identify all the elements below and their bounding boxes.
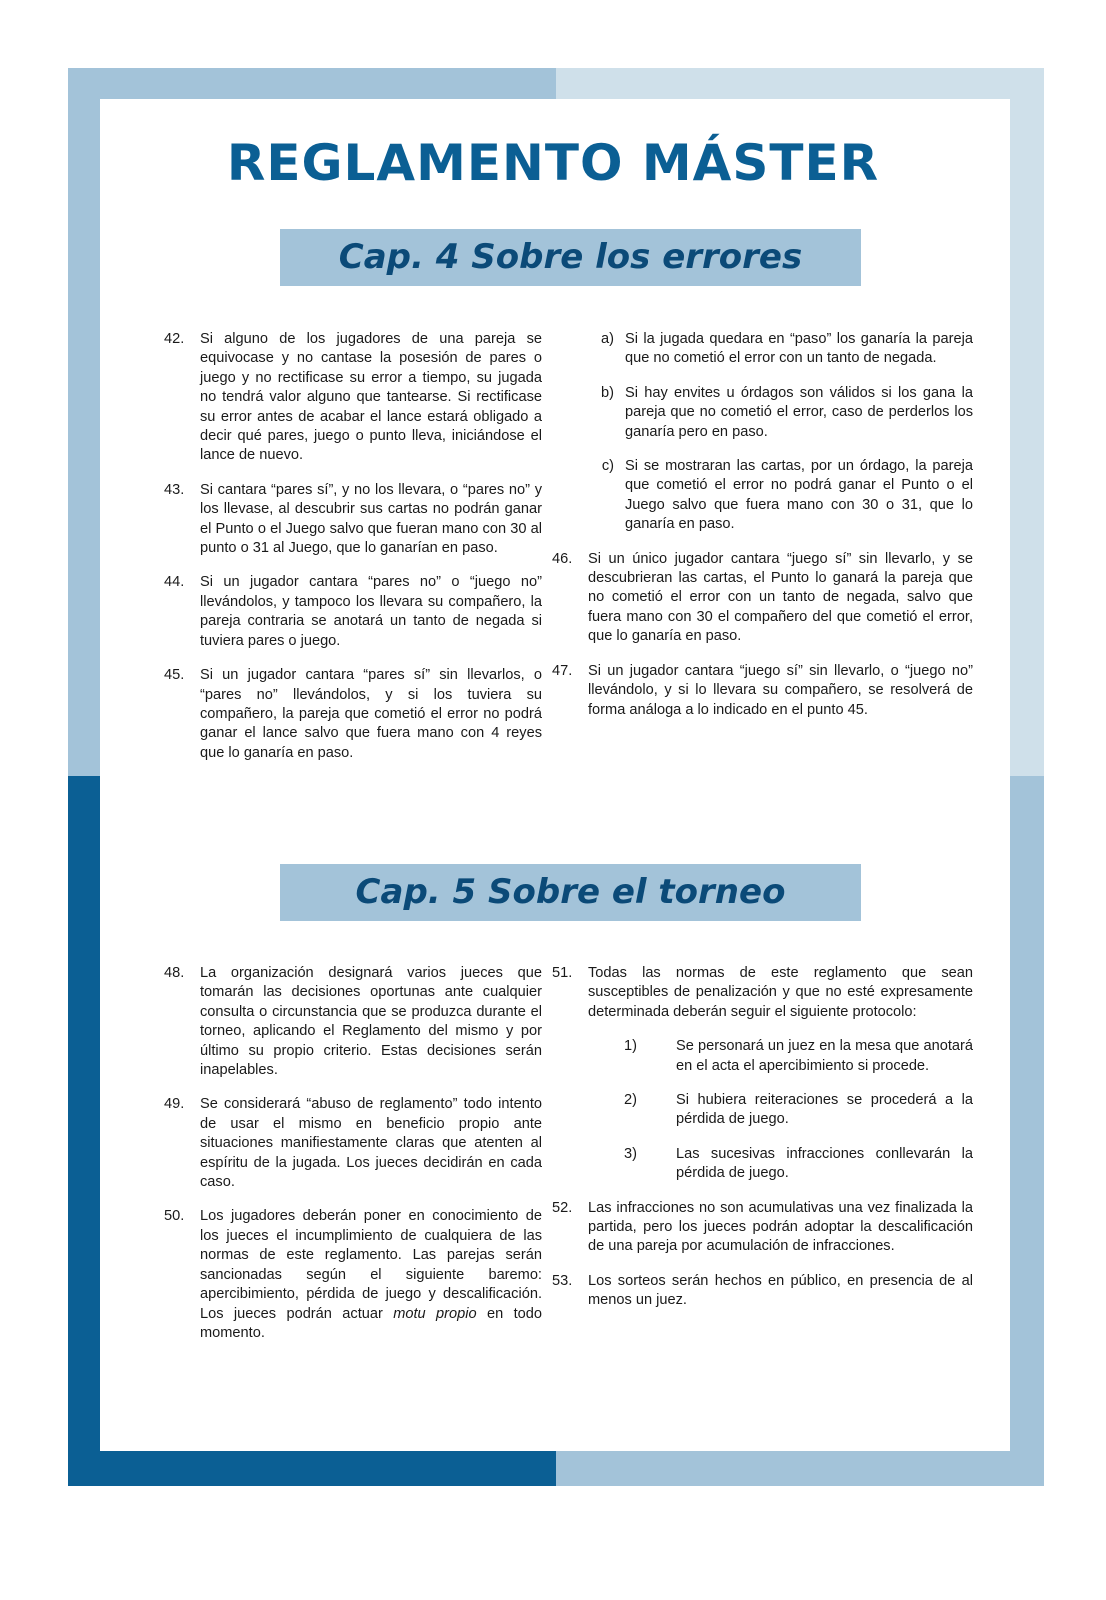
rule-text: Si un jugador cantara “pares sí” sin llevarlos, o “pares no” llevándolos, y si los tuviera su compañero, la pareja que cometió el error no podrá ganar el lance salvo que fuera mano con 4 reyes que lo ganaría en paso. — [200, 667, 542, 761]
rule-item — [164, 1207, 542, 1343]
chapter-5-left-column — [164, 964, 542, 1358]
sub-rule-item — [588, 457, 973, 535]
step-text: Si hubiera reiteraciones se procederá a la pérdida de juego. — [676, 1092, 973, 1128]
rule-number: 42. — [164, 331, 185, 347]
protocol-step — [624, 1037, 973, 1076]
rule-item — [164, 1095, 542, 1192]
rule-text-part: Los jugadores deberán poner en conocimiento de los jueces el incumplimiento de cualquiera de las normas de este reglamento. Las parejas serán sancionadas según el siguiente baremo: apercibimiento, pérdida de juego y descalificación. Los jueces podrán actuar — [200, 1208, 542, 1322]
rule-item — [164, 964, 542, 1080]
sub-rule-letter: a) — [601, 331, 614, 347]
protocol-step — [624, 1091, 973, 1130]
rule-item — [552, 1199, 973, 1257]
rule-text: Si alguno de los jugadores de una pareja se equivocase y no cantase la posesión de pares o juego y no rectificase su error a tiempo, su jugada no tendrá valor alguno que tantearse. Si rectificase su error antes de acabar el lance estará obligado a decir qué pares, juego o punto lleva, iniciándose el lance de nuevo. — [200, 331, 542, 464]
chapter-4-right-column — [552, 330, 973, 735]
step-number: 2) — [624, 1092, 637, 1109]
chapter-5-right-column — [552, 964, 973, 1326]
step-number: 3) — [624, 1145, 637, 1162]
rule-number: 51. — [552, 965, 573, 981]
rule-number: 52. — [552, 1199, 573, 1216]
rule-text: Si un jugador cantara “pares no” o “juego no” llevándolos, y tampoco los llevara su compañero, la pareja contraria se anotará un tanto de negada si tuviera pares o juego. — [200, 574, 542, 649]
rule-text — [200, 1207, 542, 1343]
rule-text: Si cantara “pares sí”, y no los llevara, o “pares no” y los llevase, al descubrir sus cartas no podrán ganar el Punto o el Juego salvo que fueran mano con 30 al punto o 31 al Juego, que lo ganarían en paso. — [200, 481, 542, 557]
rule-number: 43. — [164, 481, 185, 498]
rule-text: Si un jugador cantara “juego sí” sin llevarlo, o “juego no” llevándolo, y si lo llevara su compañero, se resolverá de forma análoga a lo indicado en el punto 45. — [588, 662, 973, 718]
chapter-4-heading: Cap. 4 Sobre los errores — [280, 229, 861, 286]
sub-rule-text: Si la jugada quedara en “paso” los ganaría la pareja que no cometió el error con un tanto de negada. — [625, 331, 973, 367]
step-text: Las sucesivas infracciones conllevarán la pérdida de juego. — [676, 1145, 973, 1182]
rule-text: Si un único jugador cantara “juego sí” sin llevarlo, y se descubrieran las cartas, el Punto lo ganará la pareja que no cometió el error con un tanto de negada, salvo que fuera mano con 30 el compañero del que cometió el error, que lo ganaría en paso. — [588, 550, 973, 645]
step-text: Se personará un juez en la mesa que anotará en el acta el apercibimiento si procede. — [676, 1038, 973, 1074]
rule-number: 50. — [164, 1208, 185, 1225]
rule-number: 48. — [164, 965, 185, 981]
protocol-step — [624, 1145, 973, 1184]
rule-item — [552, 1272, 973, 1311]
chapter-4-left-column — [164, 330, 542, 778]
rule-text: Se considerará “abuso de reglamento” todo intento de usar el mismo en beneficio propio ante situaciones manifiestamente claras que atenten al espíritu de la jugada. Los jueces decidirán en cada caso. — [200, 1096, 542, 1191]
rule-item — [164, 481, 542, 559]
rule-item — [552, 662, 973, 720]
rule-item — [164, 573, 542, 651]
rule-item — [164, 330, 542, 466]
rule-item — [164, 666, 542, 763]
page-title: REGLAMENTO MÁSTER — [226, 134, 880, 192]
rule-number: 47. — [552, 662, 573, 679]
rule-number: 49. — [164, 1096, 185, 1113]
rule-number: 44. — [164, 574, 185, 591]
sub-rule-letter: b) — [601, 384, 614, 401]
step-number: 1) — [624, 1038, 637, 1055]
rule-number: 45. — [164, 667, 185, 684]
rule-number: 46. — [552, 550, 573, 567]
rule-text-emphasis: motu propio — [393, 1305, 477, 1322]
rule-item — [552, 964, 973, 1022]
sub-rule-item — [588, 384, 973, 442]
sub-rule-text: Si hay envites u órdagos son válidos si los gana la pareja que no cometió el error, caso de perderlos los ganaría pero en paso. — [625, 384, 973, 440]
rule-number: 53. — [552, 1272, 573, 1289]
sub-rule-item — [588, 330, 973, 369]
rule-text: Las infracciones no son acumulativas una vez finalizada la partida, pero los jueces podrán adoptar la descalificación de una pareja por acumulación de infracciones. — [588, 1199, 973, 1255]
rule-text: Todas las normas de este reglamento que sean susceptibles de penalización y que no esté expresamente determinada deberán seguir el siguiente protocolo: — [588, 965, 973, 1020]
rule-text: Los sorteos serán hechos en público, en presencia de al menos un juez. — [588, 1272, 973, 1309]
rule-text-part: en todo momento. — [200, 1305, 542, 1341]
sub-rule-text: Si se mostraran las cartas, por un órdago, la pareja que cometió el error no podrá ganar el Punto o el Juego salvo que fuera mano con 30 o 31, que lo ganaría en paso. — [625, 458, 973, 533]
rule-item — [552, 550, 973, 647]
sub-rule-letter: c) — [601, 458, 614, 475]
rule-text: La organización designará varios jueces que tomarán las decisiones oportunas ante cualquier consulta o circunstancia que se produzca durante el torneo, aplicando el Reglamento del mismo y por último su propio criterio. Estas decisiones serán inapelables. — [200, 965, 542, 1079]
chapter-5-heading: Cap. 5 Sobre el torneo — [280, 864, 861, 921]
